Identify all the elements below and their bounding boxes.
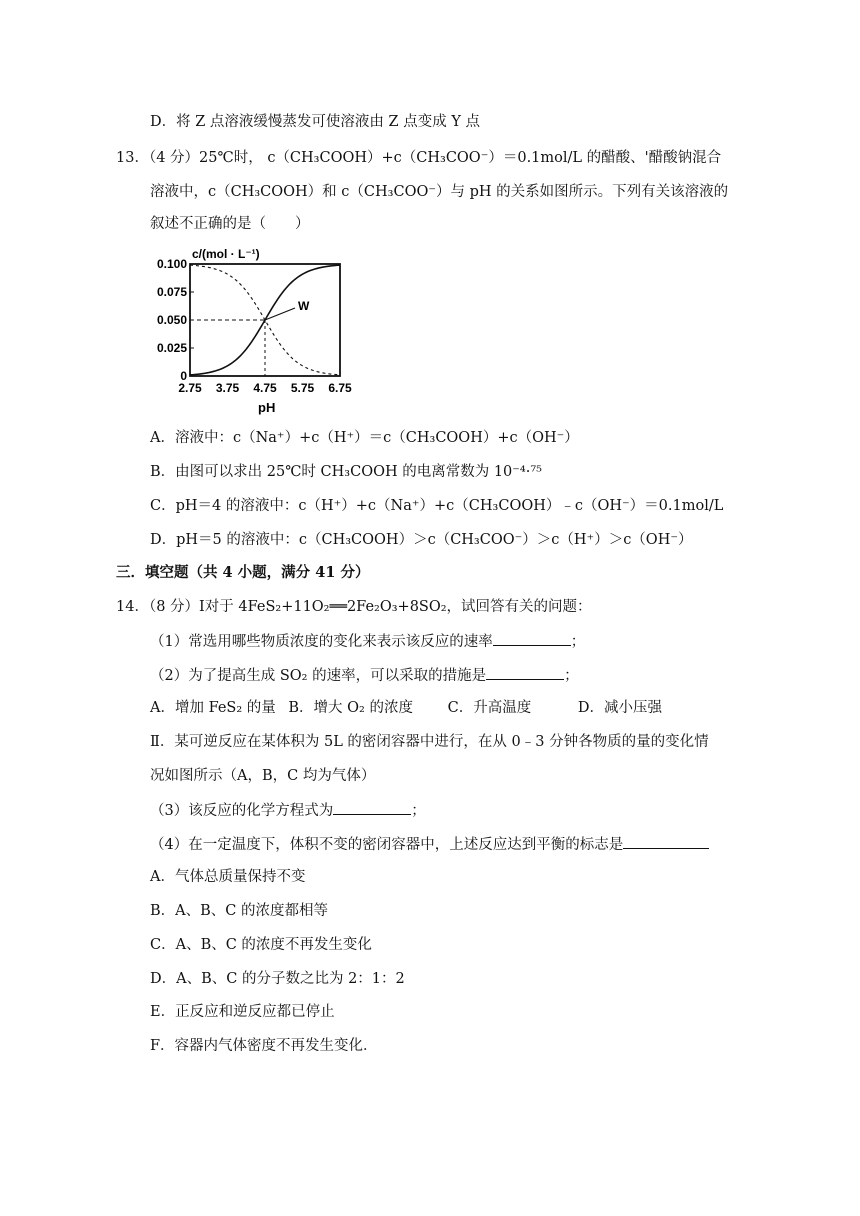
q13-option-d: D．pH＝5 的溶液中：c（CH₃COOH）＞c（CH₃COO⁻）＞c（H⁺）＞c（OH⁻）	[150, 532, 693, 548]
x-tick-label: 5.75	[290, 381, 315, 395]
section-heading: 三．填空题（共 4 小题，满分 41 分）	[116, 564, 370, 581]
x-tick-label: 3.75	[215, 381, 240, 395]
q14-option-c: C．升高温度	[447, 700, 532, 716]
q14-sub2: （2）为了提高生成 SO₂ 的速率，可以采取的措施是 ；	[150, 665, 579, 686]
q13-stem-line2: 溶液中，c（CH₃COOH）和 c（CH₃COO⁻）与 pH 的关系如图所示。下列有关该溶液的	[150, 184, 729, 200]
q14-sub1: （1）常选用哪些物质浓度的变化来表示该反应的速率 ；	[150, 631, 585, 652]
y-tick-label: 0.100	[156, 257, 187, 271]
q14-sub4: （4）在一定温度下，体积不变的密闭容器中，上述反应达到平衡的标志是	[150, 834, 709, 855]
q14-part2-line2: 况如图所示（A，B，C 均为气体）	[150, 768, 376, 784]
y-tick-label: 0.025	[156, 341, 187, 355]
q14-option-e2: E．正反应和逆反应都已停止	[150, 1004, 335, 1020]
q13-option-a: A．溶液中：c（Na⁺）+c（H⁺）＝c（CH₃COOH）+c（OH⁻）	[150, 430, 579, 446]
w-pointer-line	[265, 308, 295, 320]
q14-option-c2: C．A、B、C 的浓度不再发生变化	[150, 937, 372, 953]
y-tick-label: 0	[180, 369, 187, 383]
chart-ylabel: c/(mol · L⁻¹)	[192, 247, 260, 261]
q14-option-a2: A．气体总质量保持不变	[150, 869, 306, 885]
q14-stem: 14．（8 分）Ⅰ对于 4FeS₂+11O₂══2Fe₂O₃+8SO₂，试回答有关的问题：	[116, 599, 592, 615]
q14-part2-line1: Ⅱ．某可逆反应在某体积为 5L 的密闭容器中进行，在从 0﹣3 分钟各物质的量的变化情	[150, 734, 709, 750]
q13-stem-line3: 叙述不正确的是（ ）	[150, 216, 310, 232]
y-tick-label: 0.050	[156, 313, 187, 327]
q14-option-f2: F．容器内气体密度不再发生变化．	[150, 1038, 378, 1054]
q14-option-a: A．增加 FeS₂ 的量	[150, 700, 276, 716]
x-tick-label: 6.75	[328, 381, 352, 395]
x-tick-label: 4.75	[253, 381, 277, 395]
q13-stem-line1: 13．（4 分）25℃时， c（CH₃COOH）+c（CH₃COO⁻）＝0.1mol/L 的醋酸、'醋酸钠混合	[116, 150, 722, 166]
q13-option-c: C．pH＝4 的溶液中：c（H⁺）+c（Na⁺）+c（CH₃COOH）﹣c（OH⁻）＝0.1mol/L	[150, 498, 724, 514]
x-tick-label: 2.75	[178, 381, 202, 395]
prev-option-d: D．将 Z 点溶液缓慢蒸发可使溶液由 Z 点变成 Y 点	[150, 114, 481, 130]
y-tick-label: 0.075	[156, 285, 187, 299]
q13-option-b: B．由图可以求出 25℃时 CH₃COOH 的电离常数为 10⁻⁴·⁷⁵	[150, 464, 542, 480]
q14-option-d2: D．A、B、C 的分子数之比为 2：1：2	[150, 971, 405, 987]
q14-option-b: B．增大 O₂ 的浓度	[288, 700, 413, 716]
q14-option-d: D．减小压强	[577, 700, 662, 716]
q13-chart	[150, 242, 360, 417]
chart-xlabel: pH	[258, 400, 276, 415]
q14-option-b2: B．A、B、C 的浓度都相等	[150, 903, 328, 919]
w-annotation: W	[298, 299, 310, 313]
q14-sub3: （3）该反应的化学方程式为 ；	[150, 800, 426, 821]
q14-options-row	[150, 698, 662, 718]
